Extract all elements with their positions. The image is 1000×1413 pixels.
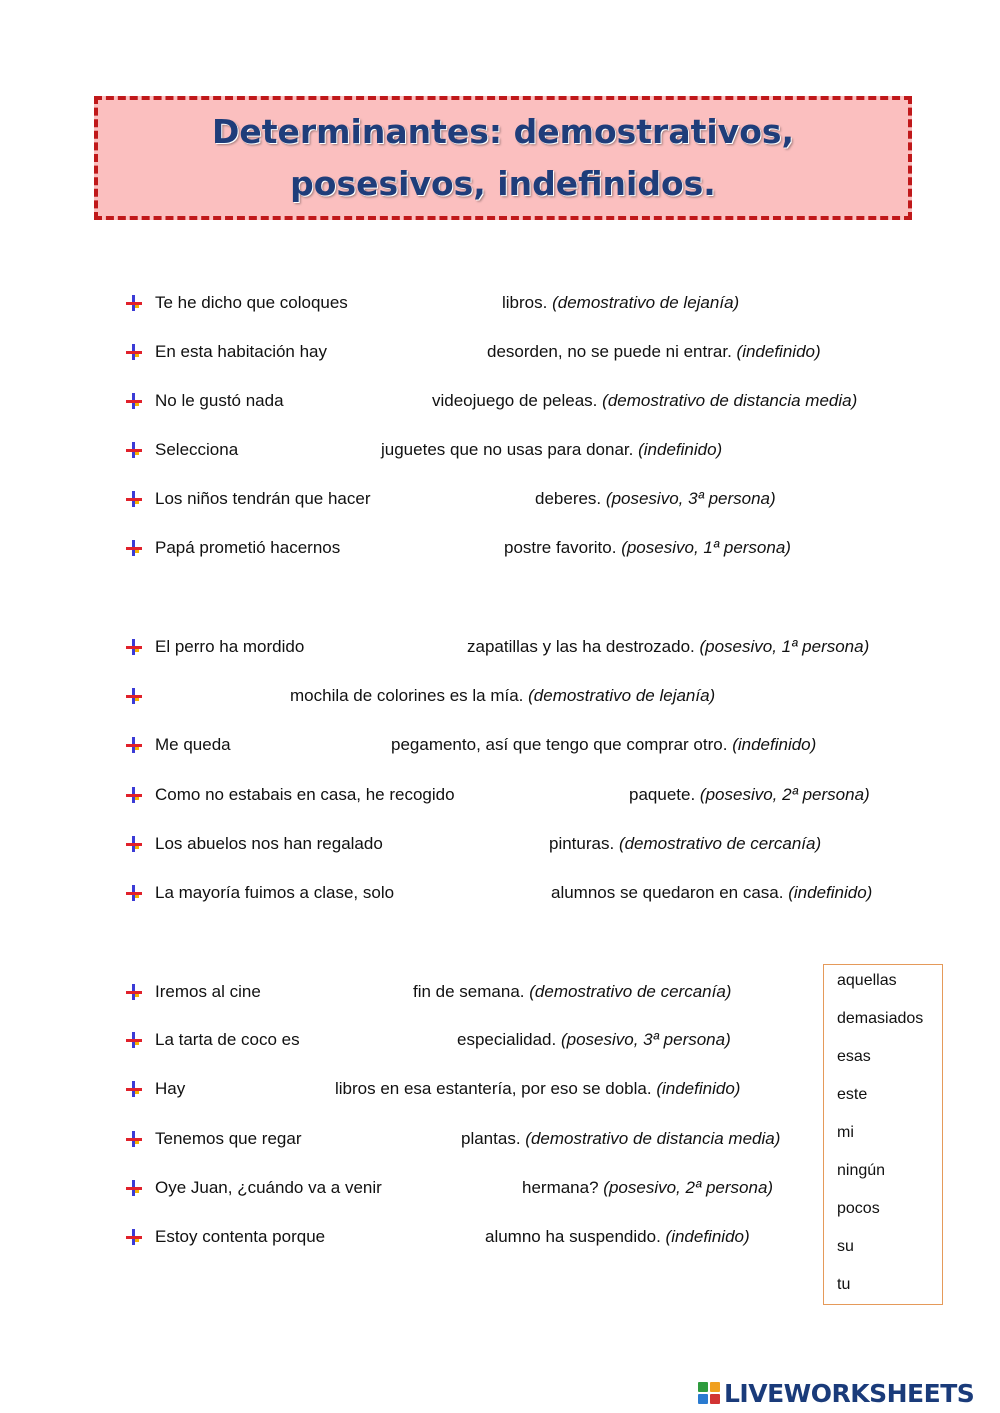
sentence-start: Oye Juan, ¿cuándo va a venir (155, 1178, 382, 1197)
sentence-start: La mayoría fuimos a clase, solo (155, 883, 395, 902)
sentence-end-text: especialidad. (457, 1030, 557, 1049)
sentence-end (485, 1225, 750, 1249)
exercise-line (125, 832, 925, 856)
sentence-end (457, 1028, 731, 1052)
exercise-line (125, 1077, 925, 1101)
exercise-line (125, 389, 925, 413)
sentence-end-text: pinturas. (549, 834, 615, 853)
cross-bullet-icon (125, 687, 143, 705)
grammar-hint: (indefinido) (732, 735, 817, 754)
grammar-hint: (posesivo, 1ª persona) (621, 538, 791, 557)
sentence-end (467, 635, 869, 659)
sentence-end (381, 438, 722, 462)
exercise-line (125, 536, 925, 560)
sentence-end-text: libros. (502, 293, 548, 312)
sentence-end (549, 832, 821, 856)
sentence-start: En esta habitación hay (155, 342, 328, 361)
grammar-hint: (demostrativo de cercanía) (529, 982, 732, 1001)
sentence-end-text: desorden, no se puede ni entrar. (487, 342, 732, 361)
word-bank-item: tu (837, 1276, 851, 1293)
exercise-line (125, 684, 925, 708)
sentence-end-text: mochila de colorines es la mía. (290, 686, 524, 705)
word-bank-item: esas (837, 1048, 871, 1065)
cross-bullet-icon (125, 786, 143, 804)
cross-bullet-icon (125, 884, 143, 902)
exercise-line (125, 1127, 925, 1151)
sentence-start: La tarta de coco es (155, 1030, 300, 1049)
cross-bullet-icon (125, 294, 143, 312)
sentence-end (535, 487, 776, 511)
word-bank-item: aquellas (837, 972, 897, 989)
sentence-start: No le gustó nada (155, 391, 284, 410)
exercise-line (125, 340, 925, 364)
sentence-end-text: fin de semana. (413, 982, 525, 1001)
sentence-start: Como no estabais en casa, he recogido (155, 785, 455, 804)
sentence-end-text: deberes. (535, 489, 602, 508)
sentence-end-text: paquete. (629, 785, 696, 804)
exercise-line (125, 635, 925, 659)
title-banner (94, 96, 912, 220)
logo-mark-icon (698, 1382, 720, 1404)
exercise-line (125, 291, 925, 315)
sentence-end (432, 389, 857, 413)
exercise-line (125, 487, 925, 511)
liveworksheets-logo (698, 1380, 974, 1406)
cross-bullet-icon (125, 1080, 143, 1098)
sentence-start: Te he dicho que coloques (155, 293, 348, 312)
sentence-start: Me queda (155, 735, 231, 754)
cross-bullet-icon (125, 343, 143, 361)
exercise-line (125, 1225, 925, 1249)
exercise-line (125, 1176, 925, 1200)
grammar-hint: (demostrativo de lejanía) (528, 686, 716, 705)
grammar-hint: (indefinido) (788, 883, 873, 902)
sentence-end (413, 980, 731, 1004)
sentence-end (502, 291, 739, 315)
sentence-end (629, 783, 870, 807)
sentence-end (461, 1127, 780, 1151)
sentence-start: Iremos al cine (155, 982, 261, 1001)
grammar-hint: (demostrativo de lejanía) (552, 293, 740, 312)
sentence-end-text: plantas. (461, 1129, 521, 1148)
exercise-line (125, 438, 925, 462)
sentence-end-text: pegamento, así que tengo que comprar otro. (391, 735, 728, 754)
grammar-hint: (demostrativo de distancia media) (525, 1129, 781, 1148)
grammar-hint: (indefinido) (656, 1079, 741, 1098)
cross-bullet-icon (125, 1130, 143, 1148)
cross-bullet-icon (125, 1179, 143, 1197)
cross-bullet-icon (125, 638, 143, 656)
grammar-hint: (posesivo, 1ª persona) (699, 637, 870, 656)
cross-bullet-icon (125, 736, 143, 754)
grammar-hint: (indefinido) (736, 342, 821, 361)
sentence-start: Hay (155, 1079, 186, 1098)
watermark-text: LIVEWORKSHEETS (724, 1378, 975, 1408)
grammar-hint: (indefinido) (638, 440, 723, 459)
grammar-hint: (posesivo, 3ª persona) (605, 489, 776, 508)
word-bank-item: demasiados (837, 1010, 924, 1027)
sentence-end (290, 684, 715, 708)
grammar-hint: (posesivo, 3ª persona) (560, 1030, 731, 1049)
exercise-line (125, 733, 925, 757)
sentence-start: Selecciona (155, 440, 239, 459)
sentence-end-text: alumnos se quedaron en casa. (551, 883, 784, 902)
sentence-start: Los niños tendrán que hacer (155, 489, 371, 508)
sentence-start: Tenemos que regar (155, 1129, 302, 1148)
sentence-end (504, 536, 791, 560)
exercise-line (125, 1028, 925, 1052)
word-bank-item: su (837, 1238, 854, 1255)
cross-bullet-icon (125, 490, 143, 508)
grammar-hint: (demostrativo de distancia media) (602, 391, 858, 410)
exercise-line (125, 783, 925, 807)
word-bank-item: este (837, 1086, 868, 1103)
sentence-end (487, 340, 821, 364)
sentence-end-text: zapatillas y las ha destrozado. (467, 637, 695, 656)
sentence-end (391, 733, 816, 757)
sentence-end-text: hermana? (522, 1178, 599, 1197)
word-bank-item: ningún (837, 1162, 886, 1179)
sentence-start: Papá prometió hacernos (155, 538, 341, 557)
sentence-end-text: alumno ha suspendido. (485, 1227, 661, 1246)
cross-bullet-icon (125, 983, 143, 1001)
sentence-end-text: videojuego de peleas. (432, 391, 598, 410)
sentence-end-text: juguetes que no usas para donar. (381, 440, 634, 459)
grammar-hint: (demostrativo de cercanía) (618, 834, 822, 853)
sentence-end-text: libros en esa estantería, por eso se dobla. (335, 1079, 652, 1098)
sentence-end (522, 1176, 773, 1200)
exercise-line (125, 881, 925, 905)
cross-bullet-icon (125, 835, 143, 853)
cross-bullet-icon (125, 441, 143, 459)
word-bank-item: pocos (837, 1200, 880, 1217)
word-bank-item: mi (837, 1124, 854, 1141)
sentence-start: El perro ha mordido (155, 637, 305, 656)
exercise-line (125, 980, 925, 1004)
sentence-end-text: postre favorito. (504, 538, 617, 557)
grammar-hint: (indefinido) (665, 1227, 750, 1246)
sentence-start: Estoy contenta porque (155, 1227, 326, 1246)
cross-bullet-icon (125, 1228, 143, 1246)
page-title: Determinantes: demostrativos, posesivos, indefinidos. (211, 112, 795, 203)
grammar-hint: (posesivo, 2ª persona) (699, 785, 870, 804)
grammar-hint: (posesivo, 2ª persona) (603, 1178, 774, 1197)
cross-bullet-icon (125, 539, 143, 557)
sentence-end (335, 1077, 740, 1101)
sentence-end (551, 881, 872, 905)
sentence-start: Los abuelos nos han regalado (155, 834, 383, 853)
cross-bullet-icon (125, 392, 143, 410)
word-bank (823, 964, 943, 1305)
cross-bullet-icon (125, 1031, 143, 1049)
